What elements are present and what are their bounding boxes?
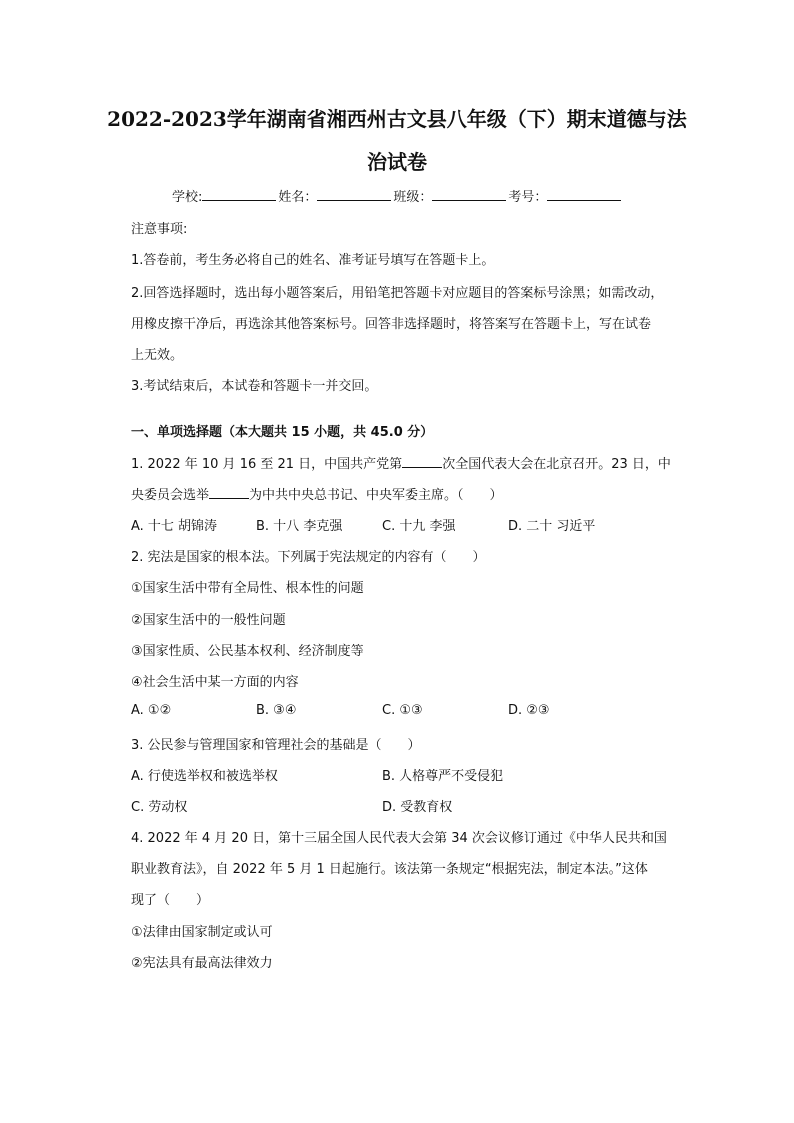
q2-statement-3: ③国家性质、公民基本权利、经济制度等 bbox=[131, 644, 364, 659]
exam-no-label: 考号： bbox=[508, 190, 548, 205]
q2-statement-4: ④社会生活中某一方面的内容 bbox=[131, 675, 299, 690]
q1-blank-1 bbox=[402, 455, 442, 468]
q4-statement-1: ①法律由国家制定或认可 bbox=[131, 925, 273, 940]
q2-statement-1: ①国家生活中带有全局性、根本性的问题 bbox=[131, 581, 364, 596]
school-label: 学校: bbox=[172, 190, 203, 205]
name-blank bbox=[317, 188, 391, 201]
section-1-heading: 一、单项选择题（本大题共 15 小题，共 45.0 分） bbox=[131, 425, 434, 440]
q3-stem: 3. 公民参与管理国家和管理社会的基础是（ ） bbox=[131, 738, 421, 753]
q1-line-2 bbox=[131, 484, 503, 503]
class-label: 班级： bbox=[393, 190, 433, 205]
q1-line-1 bbox=[131, 453, 671, 472]
q3-option-c: C. 劳动权 bbox=[131, 800, 188, 815]
name-label: 姓名： bbox=[278, 190, 318, 205]
exam-no-blank bbox=[547, 188, 621, 201]
q4-line-1: 4. 2022 年 4 月 20 日，第十三届全国人民代表大会第 34 次会议修订通过《中华人民共和国 bbox=[131, 831, 667, 846]
q1-option-d: D. 二十 习近平 bbox=[508, 519, 596, 534]
q3-option-d: D. 受教育权 bbox=[382, 800, 453, 815]
notice-heading: 注意事项: bbox=[131, 222, 188, 237]
notice-item-2-line-1: 2.回答选择题时，选出每小题答案后，用铅笔把答题卡对应题目的答案标号涂黑；如需改动， bbox=[131, 286, 664, 301]
notice-item-2-line-2: 用橡皮擦干净后，再选涂其他答案标号。回答非选择题时，将答案写在答题卡上，写在试卷 bbox=[131, 317, 652, 332]
q1-option-a: A. 十七 胡锦涛 bbox=[131, 519, 218, 534]
q2-option-a: A. ①② bbox=[131, 703, 172, 718]
q2-option-c: C. ①③ bbox=[382, 703, 423, 718]
notice-item-3: 3.考试结束后，本试卷和答题卡一并交回。 bbox=[131, 379, 378, 394]
q1-text-1a: 1. 2022 年 10 月 16 至 21 日，中国共产党第 bbox=[131, 457, 403, 472]
student-info-row bbox=[172, 186, 623, 205]
school-blank bbox=[202, 188, 276, 201]
notice-item-2-line-3: 上无效。 bbox=[131, 348, 184, 363]
q1-option-b: B. 十八 李克强 bbox=[256, 519, 343, 534]
q1-option-c: C. 十九 李强 bbox=[382, 519, 456, 534]
q1-blank-2 bbox=[209, 486, 249, 499]
q2-stem: 2. 宪法是国家的根本法。下列属于宪法规定的内容有（ ） bbox=[131, 550, 486, 565]
q4-statement-2: ②宪法具有最高法律效力 bbox=[131, 956, 273, 971]
class-blank bbox=[432, 188, 506, 201]
q3-option-a: A. 行使选举权和被选举权 bbox=[131, 769, 278, 784]
q4-line-2: 职业教育法》，自 2022 年 5 月 1 日起施行。该法第一条规定“根据宪法，制定本法。”这体 bbox=[131, 862, 648, 877]
q3-option-b: B. 人格尊严不受侵犯 bbox=[382, 769, 504, 784]
q1-text-2b: 为中共中央总书记、中央军委主席。（ ） bbox=[249, 488, 503, 503]
q4-line-3: 现了（ ） bbox=[131, 893, 210, 908]
notice-item-1: 1.答卷前，考生务必将自己的姓名、准考证号填写在答题卡上。 bbox=[131, 253, 495, 268]
exam-title-line-1: 2022-2023学年湖南省湘西州古文县八年级（下）期末道德与法 bbox=[107, 107, 687, 131]
q1-text-1b: 次全国代表大会在北京召开。23 日，中 bbox=[442, 457, 671, 472]
q2-option-b: B. ③④ bbox=[256, 703, 297, 718]
exam-title-line-2: 治试卷 bbox=[367, 150, 427, 174]
q1-text-2a: 央委员会选举 bbox=[131, 488, 210, 503]
q2-option-d: D. ②③ bbox=[508, 703, 550, 718]
q2-statement-2: ②国家生活中的一般性问题 bbox=[131, 613, 286, 628]
